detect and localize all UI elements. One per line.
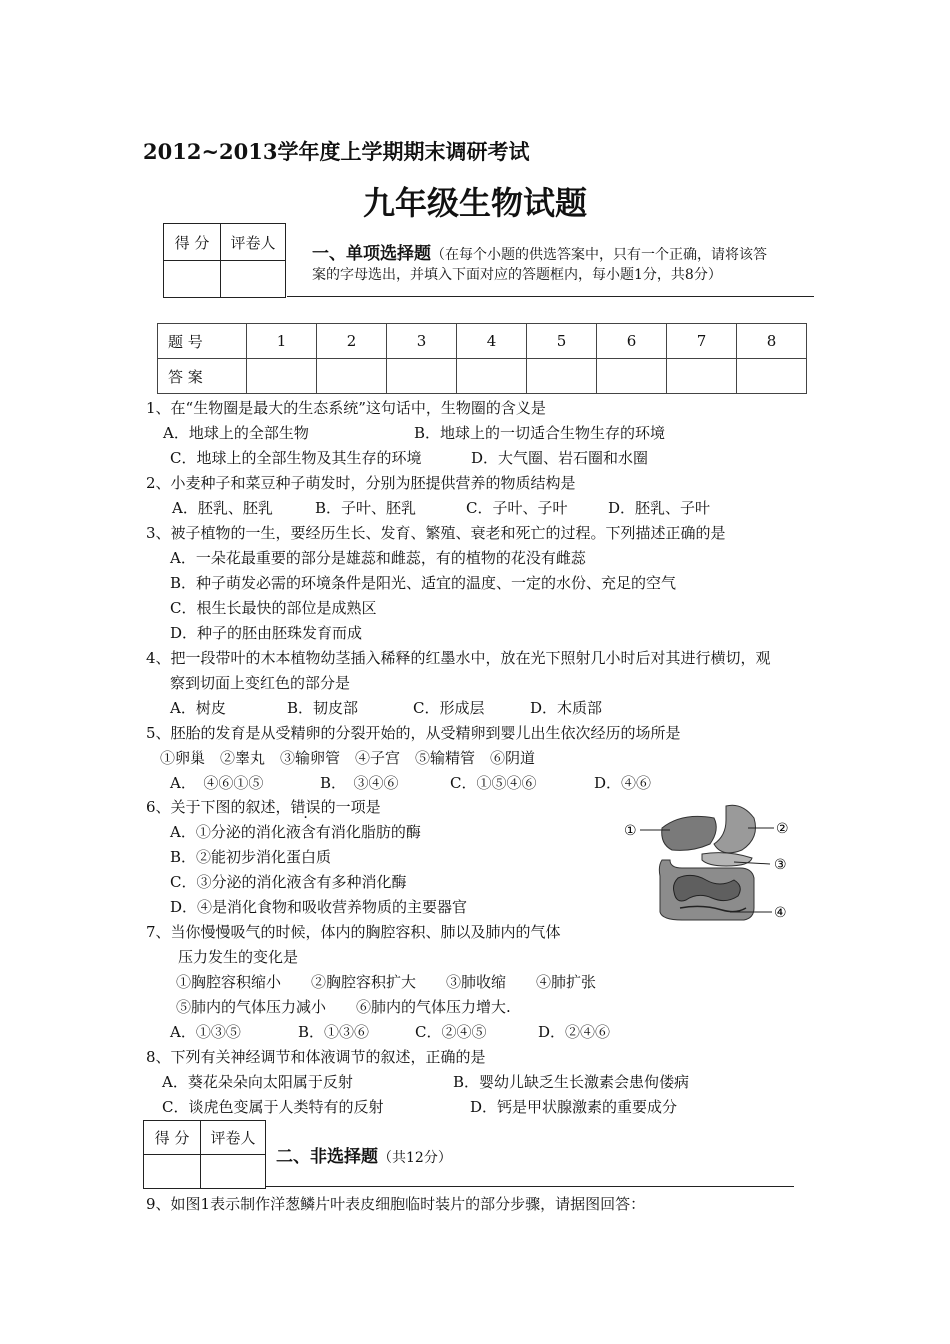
answer-table-number: 4 <box>457 324 527 359</box>
question-2: 2、小麦种子和菜豆种子萌发时，分别为胚提供营养的物质结构是 <box>146 474 576 492</box>
q5-option-a: A． ④⑥①⑤ <box>170 774 264 792</box>
q8-option-c: C．谈虎色变属于人类特有的反射 <box>162 1098 384 1116</box>
q1-option-a: A．地球上的全部生物 <box>163 424 309 442</box>
question-5: 5、胚胎的发育是从受精卵的分裂开始的，从受精卵到婴儿出生依次经历的场所是 <box>146 724 681 742</box>
score-label: 得 分 <box>144 1121 201 1155</box>
q2-option-b: B．子叶、胚乳 <box>315 499 417 517</box>
q8-option-a: A．葵花朵朵向太阳属于反射 <box>162 1073 353 1091</box>
question-7-line2: 压力发生的变化是 <box>178 948 299 966</box>
score-box <box>163 223 286 298</box>
q5-option-c: C．①⑤④⑥ <box>450 774 537 792</box>
q1-option-d: D．大气圈、岩石圈和水圈 <box>471 449 649 467</box>
answer-table <box>157 323 807 394</box>
question-4-line2: 察到切面上变红色的部分是 <box>170 674 351 692</box>
score-box-2 <box>143 1120 266 1189</box>
answer-table-number: 2 <box>317 324 387 359</box>
score-cell[interactable] <box>164 261 221 298</box>
q7-items-1: ①胸腔容积缩小 ②胸腔容积扩大 ③肺收缩 ④肺扩张 <box>176 973 597 991</box>
figure-label-1: ① <box>624 823 637 839</box>
answer-table-answer-label: 答 案 <box>158 359 247 394</box>
answer-cell[interactable] <box>737 359 807 394</box>
q1-option-b: B．地球上的一切适合生物生存的环境 <box>414 424 666 442</box>
answer-table-number: 1 <box>247 324 317 359</box>
answer-cell[interactable] <box>527 359 597 394</box>
q2-option-a: A．胚乳、胚乳 <box>172 499 273 517</box>
q8-option-b: B．婴幼儿缺乏生长激素会患佝偻病 <box>453 1073 690 1091</box>
answer-cell[interactable] <box>667 359 737 394</box>
q3-option-d: D．种子的胚由胚珠发育而成 <box>170 624 363 642</box>
q4-option-b: B．韧皮部 <box>287 699 359 717</box>
answer-table-number: 6 <box>597 324 667 359</box>
section1-rule <box>287 296 814 297</box>
section2-heading <box>276 1142 452 1167</box>
q7-option-b: B．①③⑥ <box>298 1023 370 1041</box>
answer-cell[interactable] <box>457 359 527 394</box>
section1-title: 一、单项选择题 <box>312 244 431 264</box>
q3-option-a: A．一朵花最重要的部分是雄蕊和雌蕊，有的植物的花没有雌蕊 <box>170 549 586 567</box>
q2-option-c: C．子叶、子叶 <box>466 499 568 517</box>
digestive-system-figure <box>622 800 797 925</box>
answer-table-number: 5 <box>527 324 597 359</box>
answer-table-number: 3 <box>387 324 457 359</box>
score-cell[interactable] <box>144 1155 201 1189</box>
q7-option-d: D．②④⑥ <box>538 1023 611 1041</box>
answer-cell[interactable] <box>597 359 667 394</box>
q6-option-c: C．③分泌的消化液含有多种消化酶 <box>170 873 407 891</box>
answer-cell[interactable] <box>387 359 457 394</box>
q7-items-2: ⑤肺内的气体压力减小 ⑥肺内的气体压力增大. <box>176 998 511 1016</box>
q8-option-d: D．钙是甲状腺激素的重要成分 <box>470 1098 678 1116</box>
figure-label-3: ③ <box>774 857 787 873</box>
question-4-line1: 4、把一段带叶的木本植物幼茎插入稀释的红墨水中，放在光下照射几小时后对其进行横切，观 <box>146 649 771 667</box>
section2-rule <box>266 1186 794 1187</box>
grader-cell[interactable] <box>201 1155 266 1189</box>
q6-option-b: B．②能初步消化蛋白质 <box>170 848 332 866</box>
section1-note-line2: 案的字母选出，并填入下面对应的答题框内，每小题1分，共8分） <box>312 267 722 283</box>
section2-note: （共12分） <box>378 1150 452 1166</box>
q6-option-a: A．①分泌的消化液含有消化脂肪的酶 <box>170 823 421 841</box>
grader-label: 评卷人 <box>201 1121 266 1155</box>
question-7-line1: 7、当你慢慢吸气的时候，体内的胸腔容积、肺以及肺内的气体 <box>146 923 561 941</box>
q4-option-c: C．形成层 <box>413 699 485 717</box>
section1-note-line1: （在每个小题的供选答案中，只有一个正确，请将该答 <box>431 247 767 263</box>
q7-option-a: A．①③⑤ <box>170 1023 241 1041</box>
q3-option-c: C．根生长最快的部位是成熟区 <box>170 599 377 617</box>
answer-cell[interactable] <box>317 359 387 394</box>
section1-heading <box>312 239 767 264</box>
answer-cell[interactable] <box>247 359 317 394</box>
q5-option-b: B． ③④⑥ <box>320 774 399 792</box>
q3-option-b: B．种子萌发必需的环境条件是阳光、适宜的温度、一定的水份、充足的空气 <box>170 574 677 592</box>
answer-table-number-label: 题 号 <box>158 324 247 359</box>
grader-label: 评卷人 <box>221 224 286 261</box>
question-1: 1、在“生物圈是最大的生态系统”这句话中，生物圈的含义是 <box>146 399 546 417</box>
q1-option-c: C．地球上的全部生物及其生存的环境 <box>170 449 422 467</box>
q6-option-d: D．④是消化食物和吸收营养物质的主要器官 <box>170 898 468 916</box>
exam-subtitle: 2012~2013学年度上学期期末调研考试 <box>143 139 530 164</box>
section2-title: 二、非选择题 <box>276 1147 378 1167</box>
answer-table-number: 8 <box>737 324 807 359</box>
q6-text-post: 的一项是 <box>320 798 381 816</box>
q5-items: ①卵巢 ②睾丸 ③输卵管 ④子宫 ⑤输精管 ⑥阴道 <box>160 749 536 767</box>
question-9: 9、如图1表示制作洋葱鳞片叶表皮细胞临时装片的部分步骤，请据图回答： <box>146 1195 646 1213</box>
q6-emphasis: 错误 <box>290 798 321 816</box>
q2-option-d: D．胚乳、子叶 <box>608 499 711 517</box>
q4-option-a: A．树皮 <box>170 699 226 717</box>
q4-option-d: D．木质部 <box>530 699 603 717</box>
question-6 <box>146 798 381 817</box>
question-3: 3、被子植物的一生，要经历生长、发育、繁殖、衰老和死亡的过程。下列描述正确的是 <box>146 524 726 542</box>
q5-option-d: D．④⑥ <box>594 774 652 792</box>
answer-table-number: 7 <box>667 324 737 359</box>
q6-text-pre: 6、关于下图的叙述， <box>146 798 291 816</box>
figure-label-2: ② <box>776 821 789 837</box>
question-8: 8、下列有关神经调节和体液调节的叙述，正确的是 <box>146 1048 486 1066</box>
figure-label-4: ④ <box>774 905 787 921</box>
q7-option-c: C．②④⑤ <box>415 1023 487 1041</box>
page-title: 九年级生物试题 <box>362 184 587 222</box>
score-label: 得 分 <box>164 224 221 261</box>
grader-cell[interactable] <box>221 261 286 298</box>
